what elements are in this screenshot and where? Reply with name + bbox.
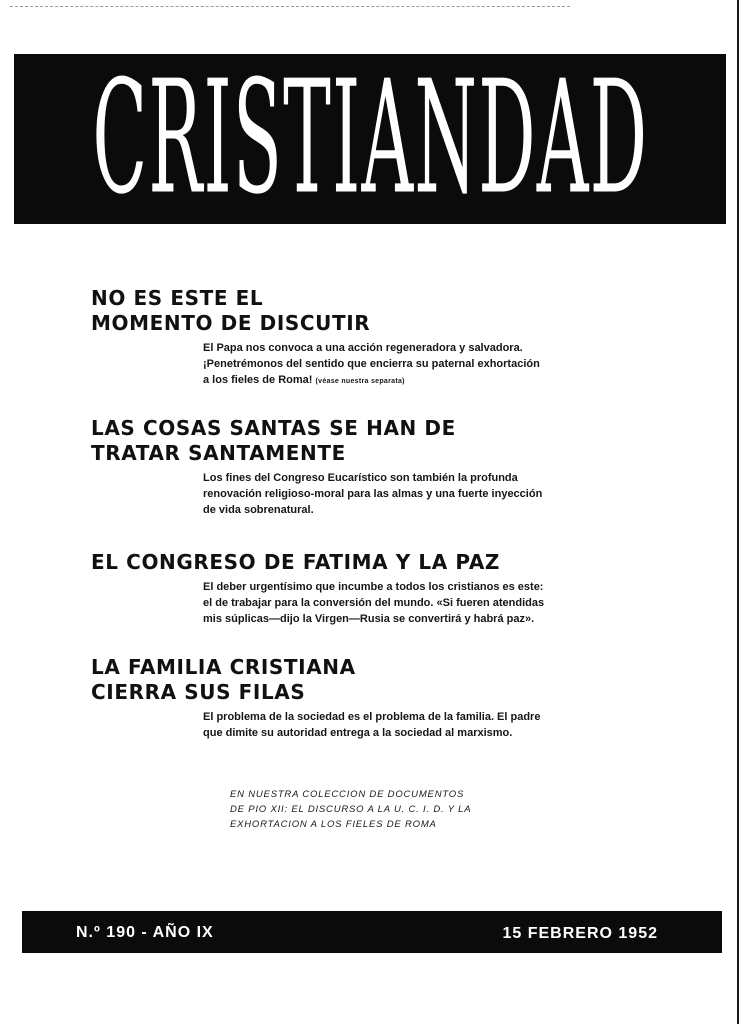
collection-note-line: EN NUESTRA COLECCION DE DOCUMENTOS bbox=[230, 789, 465, 800]
summary-line: El Papa nos convoca a una acción regeneradora y salvadora. bbox=[203, 342, 523, 354]
article-1 bbox=[91, 286, 651, 390]
scan-artifact-line bbox=[10, 6, 570, 8]
article-2 bbox=[91, 416, 651, 518]
headline-line: NO ES ESTE EL bbox=[91, 286, 264, 310]
headline-line: MOMENTO DE DISCUTIR bbox=[91, 311, 371, 335]
summary-line: de vida sobrenatural. bbox=[203, 504, 314, 516]
issue-number: N.º 190 - AÑO IX bbox=[76, 924, 214, 941]
summary-line: el de trabajar para la conversión del mundo. «Si fueren atendidas bbox=[203, 597, 545, 609]
page-edge bbox=[737, 0, 739, 1024]
summary-line: a los fieles de Roma! bbox=[203, 374, 313, 386]
summary-line: mis súplicas—dijo la Virgen—Rusia se convertirá y habrá paz». bbox=[203, 613, 535, 625]
headline-line: TRATAR SANTAMENTE bbox=[91, 441, 346, 465]
headline-line: LA FAMILIA CRISTIANA bbox=[91, 655, 356, 679]
summary-line: renovación religioso-moral para las almas y una fuerte inyección bbox=[203, 488, 543, 500]
separata-note: (véase nuestra separata) bbox=[315, 378, 405, 385]
summary-line: Los fines del Congreso Eucarístico son también la profunda bbox=[203, 472, 518, 484]
masthead-title: CRISTIANDAD bbox=[92, 54, 648, 224]
footer-bar bbox=[22, 911, 722, 953]
summary-line: que dimite su autoridad entrega a la sociedad al marxismo. bbox=[203, 727, 513, 739]
article-summary bbox=[203, 470, 623, 518]
article-summary bbox=[203, 579, 623, 627]
headline-line: LAS COSAS SANTAS SE HAN DE bbox=[91, 416, 456, 440]
summary-line: El deber urgentísimo que incumbe a todos los cristianos es este: bbox=[203, 581, 544, 593]
collection-note-line: EXHORTACION A LOS FIELES DE ROMA bbox=[230, 819, 437, 830]
headline-line: CIERRA SUS FILAS bbox=[91, 680, 306, 704]
article-headline bbox=[91, 655, 651, 705]
article-headline bbox=[91, 550, 651, 575]
summary-line-with-note bbox=[203, 372, 623, 390]
article-summary bbox=[203, 709, 623, 741]
article-summary bbox=[203, 340, 623, 390]
masthead-banner bbox=[14, 54, 726, 224]
article-headline bbox=[91, 416, 651, 466]
summary-line: El problema de la sociedad es el problema de la familia. El padre bbox=[203, 711, 541, 723]
article-4 bbox=[91, 655, 651, 741]
headline-line: EL CONGRESO DE FATIMA Y LA PAZ bbox=[91, 550, 501, 574]
summary-line: ¡Penetrémonos del sentido que encierra su paternal exhortación bbox=[203, 358, 540, 370]
article-3 bbox=[91, 550, 651, 627]
collection-note-line: DE PIO XII: EL DISCURSO A LA U. C. I. D. Y LA bbox=[230, 804, 472, 815]
collection-note bbox=[230, 787, 520, 832]
issue-date: 15 FEBRERO 1952 bbox=[502, 925, 658, 942]
article-headline bbox=[91, 286, 651, 336]
